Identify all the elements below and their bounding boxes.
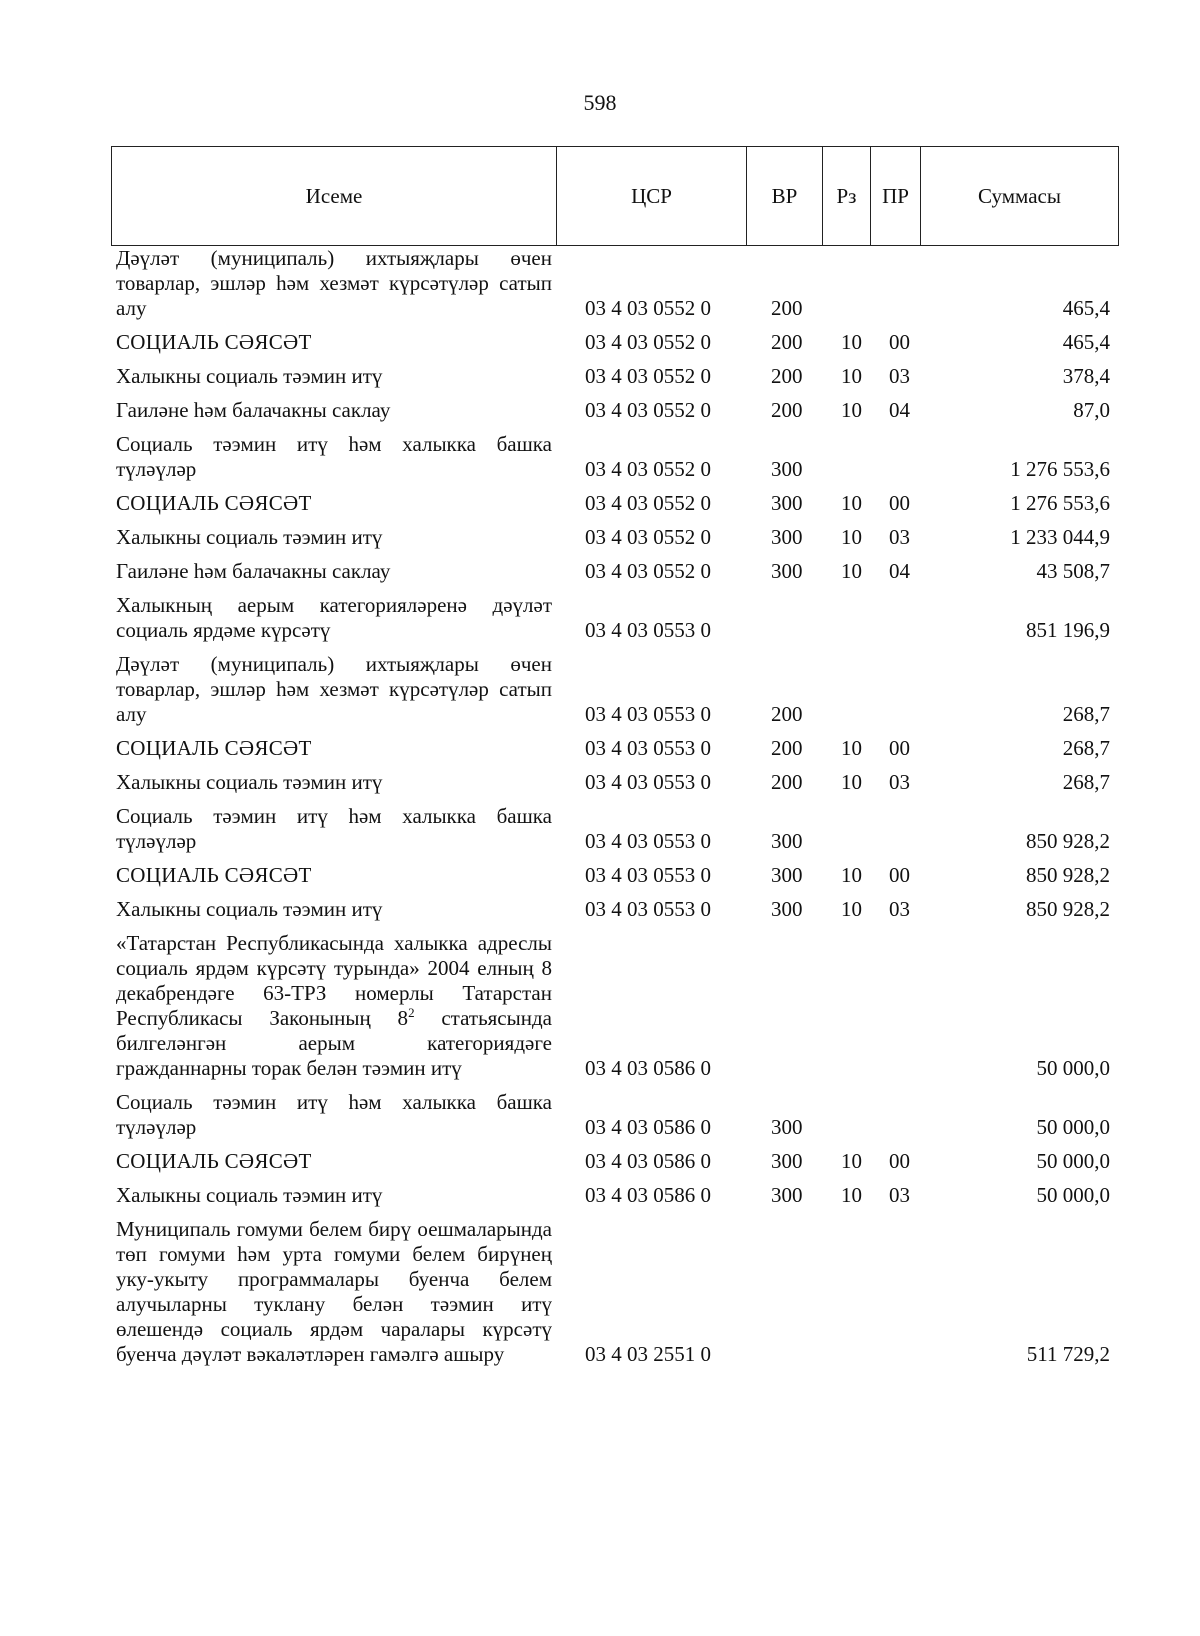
row-vr: 200 xyxy=(771,330,803,354)
row-csr: 03 4 03 0552 0 xyxy=(585,525,711,549)
row-pr: 03 xyxy=(889,525,910,549)
row-pr: 03 xyxy=(889,1183,910,1207)
row-name: СОЦИАЛЬ СӘЯСӘТ xyxy=(116,863,312,887)
row-csr: 03 4 03 0553 0 xyxy=(585,618,711,642)
row-vr: 300 xyxy=(771,897,803,921)
row-sum: 268,7 xyxy=(1062,702,1110,726)
row-pr: 00 xyxy=(889,863,910,887)
table-row xyxy=(111,770,1118,795)
row-vr: 200 xyxy=(771,398,803,422)
table-row xyxy=(111,491,1118,516)
table-row xyxy=(111,931,1118,1081)
row-rz: 10 xyxy=(841,491,862,515)
table-row xyxy=(111,863,1118,888)
row-sum: 1 276 553,6 xyxy=(1010,457,1110,481)
row-csr: 03 4 03 0553 0 xyxy=(585,863,711,887)
row-rz: 10 xyxy=(841,1183,862,1207)
header-pr: ПР xyxy=(871,147,921,246)
row-sum: 1 276 553,6 xyxy=(1010,491,1110,515)
row-name: Гаиләне һәм балачакны саклау xyxy=(116,559,391,583)
row-vr: 300 xyxy=(771,457,803,481)
row-vr: 300 xyxy=(771,1149,803,1173)
row-vr: 200 xyxy=(771,364,803,388)
row-csr: 03 4 03 0552 0 xyxy=(585,296,711,320)
row-rz: 10 xyxy=(841,330,862,354)
page-number: 598 xyxy=(583,90,617,115)
row-csr: 03 4 03 0586 0 xyxy=(585,1149,711,1173)
row-name: Социаль тәэмин итү һәм халыкка башка түләүләр xyxy=(116,432,552,481)
row-sum: 465,4 xyxy=(1062,330,1110,354)
row-vr: 200 xyxy=(771,702,803,726)
table-row xyxy=(111,432,1118,482)
table-row xyxy=(111,330,1118,355)
row-csr: 03 4 03 2551 0 xyxy=(585,1342,711,1366)
row-vr: 300 xyxy=(771,829,803,853)
row-csr: 03 4 03 0553 0 xyxy=(585,770,711,794)
row-vr: 300 xyxy=(771,1183,803,1207)
row-vr: 300 xyxy=(771,1115,803,1139)
row-sum: 43 508,7 xyxy=(1036,559,1110,583)
row-vr: 300 xyxy=(771,863,803,887)
row-csr: 03 4 03 0552 0 xyxy=(585,457,711,481)
row-name: СОЦИАЛЬ СӘЯСӘТ xyxy=(116,330,312,354)
row-sum: 50 000,0 xyxy=(1036,1056,1110,1080)
row-sum: 511 729,2 xyxy=(1026,1342,1110,1366)
row-vr: 200 xyxy=(771,296,803,320)
row-rz: 10 xyxy=(841,559,862,583)
row-csr: 03 4 03 0552 0 xyxy=(585,398,711,422)
table-row xyxy=(111,1217,1118,1367)
table-row xyxy=(111,1090,1118,1140)
row-sum: 851 196,9 xyxy=(1026,618,1110,642)
row-sum: 850 928,2 xyxy=(1026,897,1110,921)
table-row xyxy=(111,246,1118,321)
row-csr: 03 4 03 0552 0 xyxy=(585,559,711,583)
row-sum: 850 928,2 xyxy=(1026,863,1110,887)
row-sum: 87,0 xyxy=(1073,398,1110,422)
row-name: СОЦИАЛЬ СӘЯСӘТ xyxy=(116,736,312,760)
table-row xyxy=(111,364,1118,389)
row-pr: 03 xyxy=(889,364,910,388)
row-name-text: «Татарстан Республикасында халыкка адреслы социаль ярдәм күрсәтү турында» 2004 елның 8 декабрендәге 63-ТРЗ номерлы Татарстан Республикасы Законының 8 xyxy=(116,931,552,1030)
row-name: Халыкны социаль тәэмин итү xyxy=(116,1183,383,1207)
row-rz: 10 xyxy=(841,863,862,887)
row-name: Гаиләне һәм балачакны саклау xyxy=(116,398,391,422)
table-row xyxy=(111,525,1118,550)
row-csr: 03 4 03 0586 0 xyxy=(585,1056,711,1080)
table-row xyxy=(111,398,1118,423)
row-sum: 50 000,0 xyxy=(1036,1183,1110,1207)
row-csr: 03 4 03 0552 0 xyxy=(585,364,711,388)
table-row xyxy=(111,1149,1118,1174)
row-name: Халыкны социаль тәэмин итү xyxy=(116,525,383,549)
row-csr: 03 4 03 0586 0 xyxy=(585,1183,711,1207)
row-vr: 300 xyxy=(771,559,803,583)
row-csr: 03 4 03 0586 0 xyxy=(585,1115,711,1139)
row-name: Муниципаль гомуми белем бирү оешмаларында төп гомуми һәм урта гомуми белем бирүнең уку-укыту программалары буенча белем алучыларны туклану белән тәэмин итү өлешендә социаль ярдәм чаралары күрсәтү буенча дәүләт вәкаләтләрен гамәлгә ашыру xyxy=(116,1217,552,1366)
table-body xyxy=(111,246,1118,1367)
table-row xyxy=(111,736,1118,761)
row-sum: 268,7 xyxy=(1062,770,1110,794)
row-csr: 03 4 03 0553 0 xyxy=(585,736,711,760)
row-sum: 378,4 xyxy=(1062,364,1110,388)
row-vr: 200 xyxy=(771,736,803,760)
row-pr: 04 xyxy=(889,559,910,583)
row-pr: 00 xyxy=(889,736,910,760)
row-rz: 10 xyxy=(841,897,862,921)
row-sum: 1 233 044,9 xyxy=(1010,525,1110,549)
header-vr: ВР xyxy=(747,147,823,246)
row-rz: 10 xyxy=(841,525,862,549)
table-row xyxy=(111,1183,1118,1208)
row-sum: 850 928,2 xyxy=(1026,829,1110,853)
row-sum: 50 000,0 xyxy=(1036,1149,1110,1173)
table-row xyxy=(111,593,1118,643)
row-sum: 465,4 xyxy=(1062,296,1110,320)
row-name: Халыкны социаль тәэмин итү xyxy=(116,770,383,794)
row-vr: 300 xyxy=(771,491,803,515)
table-header xyxy=(111,146,1119,246)
row-name: Дәүләт (муниципаль) ихтыяҗлары өчен товарлар, эшләр һәм хезмәт күрсәтүләр сатып алу xyxy=(116,652,552,726)
row-name: СОЦИАЛЬ СӘЯСӘТ xyxy=(116,1149,312,1173)
table-row xyxy=(111,559,1118,584)
row-pr: 00 xyxy=(889,1149,910,1173)
row-name-text: статьясында билгеләнгән аерым категориядәге гражданнарны торак белән тәэмин итү xyxy=(116,1006,552,1080)
row-name: СОЦИАЛЬ СӘЯСӘТ xyxy=(116,491,312,515)
row-rz: 10 xyxy=(841,736,862,760)
header-rz: Рз xyxy=(823,147,871,246)
row-csr: 03 4 03 0552 0 xyxy=(585,491,711,515)
row-name: Халыкны социаль тәэмин итү xyxy=(116,364,383,388)
superscript: 2 xyxy=(408,1005,415,1020)
row-rz: 10 xyxy=(841,364,862,388)
row-rz: 10 xyxy=(841,398,862,422)
row-pr: 03 xyxy=(889,897,910,921)
row-name: Социаль тәэмин итү һәм халыкка башка түләүләр xyxy=(116,804,552,853)
row-name: Халыкның аерым категорияләренә дәүләт социаль ярдәме күрсәтү xyxy=(116,593,552,642)
row-pr: 00 xyxy=(889,491,910,515)
row-rz: 10 xyxy=(841,770,862,794)
row-csr: 03 4 03 0553 0 xyxy=(585,702,711,726)
row-csr: 03 4 03 0553 0 xyxy=(585,829,711,853)
header-sum: Суммасы xyxy=(921,147,1119,246)
row-csr: 03 4 03 0552 0 xyxy=(585,330,711,354)
table-row xyxy=(111,804,1118,854)
header-csr: ЦСР xyxy=(557,147,747,246)
row-name: Халыкны социаль тәэмин итү xyxy=(116,897,383,921)
row-pr: 00 xyxy=(889,330,910,354)
row-pr: 03 xyxy=(889,770,910,794)
row-name xyxy=(116,931,552,1081)
row-vr: 200 xyxy=(771,770,803,794)
row-pr: 04 xyxy=(889,398,910,422)
row-name: Дәүләт (муниципаль) ихтыяҗлары өчен товарлар, эшләр һәм хезмәт күрсәтүләр сатып алу xyxy=(116,246,552,320)
row-sum: 268,7 xyxy=(1062,736,1110,760)
row-sum: 50 000,0 xyxy=(1036,1115,1110,1139)
header-name: Исеме xyxy=(112,147,557,246)
row-csr: 03 4 03 0553 0 xyxy=(585,897,711,921)
table-row xyxy=(111,652,1118,727)
row-rz: 10 xyxy=(841,1149,862,1173)
row-name: Социаль тәэмин итү һәм халыкка башка түләүләр xyxy=(116,1090,552,1139)
row-vr: 300 xyxy=(771,525,803,549)
table-row xyxy=(111,897,1118,922)
